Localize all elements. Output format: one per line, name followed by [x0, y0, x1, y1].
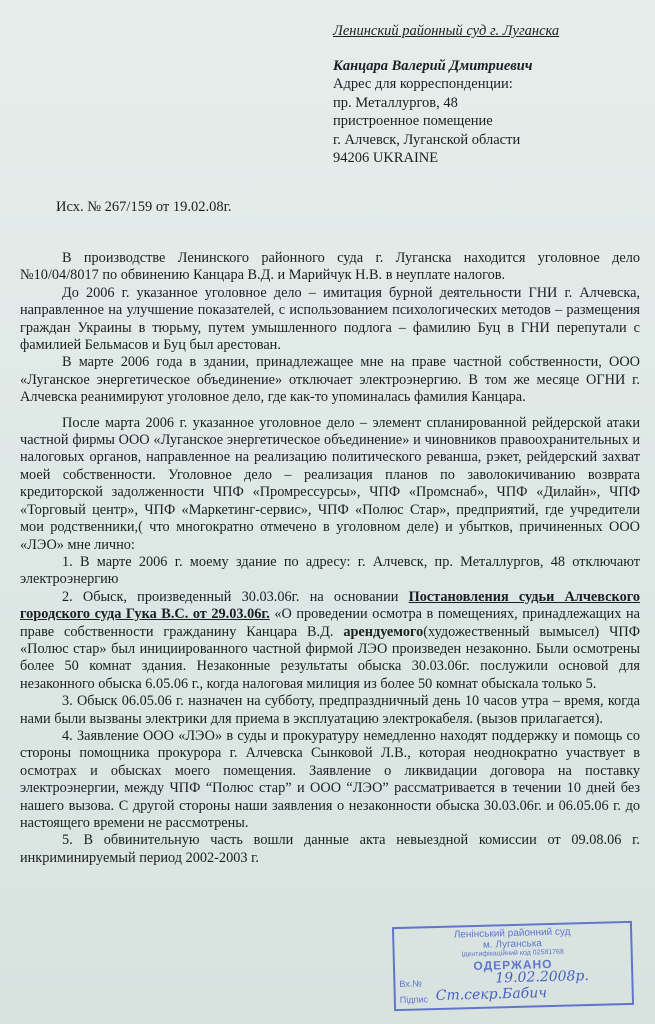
paragraph-1: В производстве Ленинского районного суда г. Луганска находится уголовное дело №10/04/8017 по обвинению Канцара В.Д. и Марийчук Н.В. в неуплате налогов. — [20, 250, 640, 284]
stamp-id-code: Ідентифікаційний код 02581768 — [461, 948, 564, 959]
address-line: пристроенное помещение — [333, 113, 493, 129]
paragraph-4: После марта 2006 г. указанное уголовное дело – элемент спланированной рейдерской атаки частной фирмы ООО «Луганское энергетическое объединение» и чиновников правоохранительных и налоговых органов, направленное на реализацию политического реванша, рэкет, рейдерский захват моей собственности. Уголовное дело – реализация планов по заволокичиванию возврата кредиторской задолженности ЧПФ «Промрессурсы», ЧПФ «Промснаб», ЧПФ «Дилайн», ЧПФ «Торговый центр», ЧПФ «Маркетинг-сервис», ЧПФ «Полюс Стар», предприятий, где учредители мои родственники,( что многократно отмечено в уголовном деле) и убытков, причиненных ООО «ЛЭО» мне лично: — [20, 414, 640, 553]
address-line: пр. Металлургов, 48 — [333, 94, 458, 111]
address-line: Адрес для корреспонденции: — [333, 76, 513, 92]
outgoing-reference: Исх. № 267/159 от 19.02.08г. — [56, 199, 232, 215]
court-received-stamp — [392, 921, 634, 1011]
list-item-3: 3. Обыск 06.05.06 г. назначен на субботу, предпраздничный день 10 часов утра – время, когда нами были вызваны электрики для приема в эксплуатацию электрокабеля. (вызов прилагается). — [20, 693, 640, 727]
bold-word: арендуемого — [343, 623, 424, 640]
list-item-2 — [20, 589, 640, 693]
letter-body — [20, 250, 640, 867]
sender-name: Канцара Валерий Дмитриевич — [333, 57, 533, 74]
stamp-court-name: Ленінський районний суд — [453, 926, 571, 941]
list-item-2-text-a: 2. Обыск, произведенный 30.03.06г. на основании — [62, 588, 409, 605]
list-item-4: 4. Заявление ООО «ЛЭО» в суды и прокуратуру немедленно находят поддержку и помощь со стороны помощника прокурора г. Алчевска Сынковой Л.В., которая неоднократно участвует в осмотрах и обысках моего помещения. Заявление о ликвидации договора на поставку электроэнергии, между ЧПФ “Полюс стар” и ООО “ЛЭО” рассматривается в течении 10 дней без нашего вызова. С другой стороны наши заявления о незаконности обыска 30.03.06г. и 06.05.06 г. до настоящего времени не рассмотрены. — [20, 727, 640, 831]
stamp-incoming-number: Вх.№ — [399, 978, 423, 989]
list-item-5: 5. В обвинительную часть вошли данные акта невыездной комиссии от 09.08.06 г. инкриминируемый период 2002-2003 г. — [20, 832, 640, 866]
list-item-2-text-b: «О проведении осмотра в помещениях, принадлежащих на праве собственности гражданину Канцара В.Д. — [20, 606, 640, 640]
list-item-1: 1. В марте 2006 г. моему здание по адресу: г. Алчевск, пр. Металлургов, 48 отключают электроэнергию — [20, 553, 640, 588]
address-line: 94206 UKRAINE — [333, 150, 439, 166]
paragraph-2: До 2006 г. указанное уголовное дело – имитация бурной деятельности ГНИ г. Алчевска, направленное на улучшение показателей, с использованием психологических методов – размещения граждан Украины в тюрьму, путем умышленного подлога – фамилию Буц в ГНИ перепутали с фамилией Бельмасов и Буц был арестован. — [20, 284, 640, 354]
addressee-block — [333, 22, 645, 168]
stamp-handwritten-signature: Ст.секр.Бабич — [435, 985, 548, 1005]
court-heading: Ленинский районный суд г. Луганска — [333, 23, 560, 39]
resolution-reference: Постановления судьи Алчевского городского суда Гука В.С. от 29.03.06г. — [20, 588, 640, 623]
stamp-city: м. Луганська — [482, 938, 543, 951]
list-item-2-text-c: (художественный вымысел) ЧПФ «Полюс стар» был инициированного частной фирмой ЛЭО произведен незаконно. Были осмотрены более 50 комнат здания. Незаконные результаты обыска 30.03.06г. послужили основой для незаконного обыска 6.05.06 г., когда налоговая милиция из более 50 комнат обыскала только 5. — [20, 623, 640, 692]
paragraph-3: В марте 2006 года в здании, принадлежащее мне на праве частной собственности, ООО «Луганское энергетическое объединение» отключает электроэнергию. В том же месяце ОГНИ г. Алчевска реанимируют уголовное дело, где как-то упоминалась фамилия Канцара. — [20, 354, 640, 406]
stamp-received: ОДЕРЖАНО — [473, 956, 553, 974]
stamp-signature-label: Підпис — [399, 994, 429, 1005]
stamp-handwritten-date: 19.02.2008р. — [495, 968, 590, 987]
address-line: г. Алчевск, Луганской области — [333, 131, 521, 148]
